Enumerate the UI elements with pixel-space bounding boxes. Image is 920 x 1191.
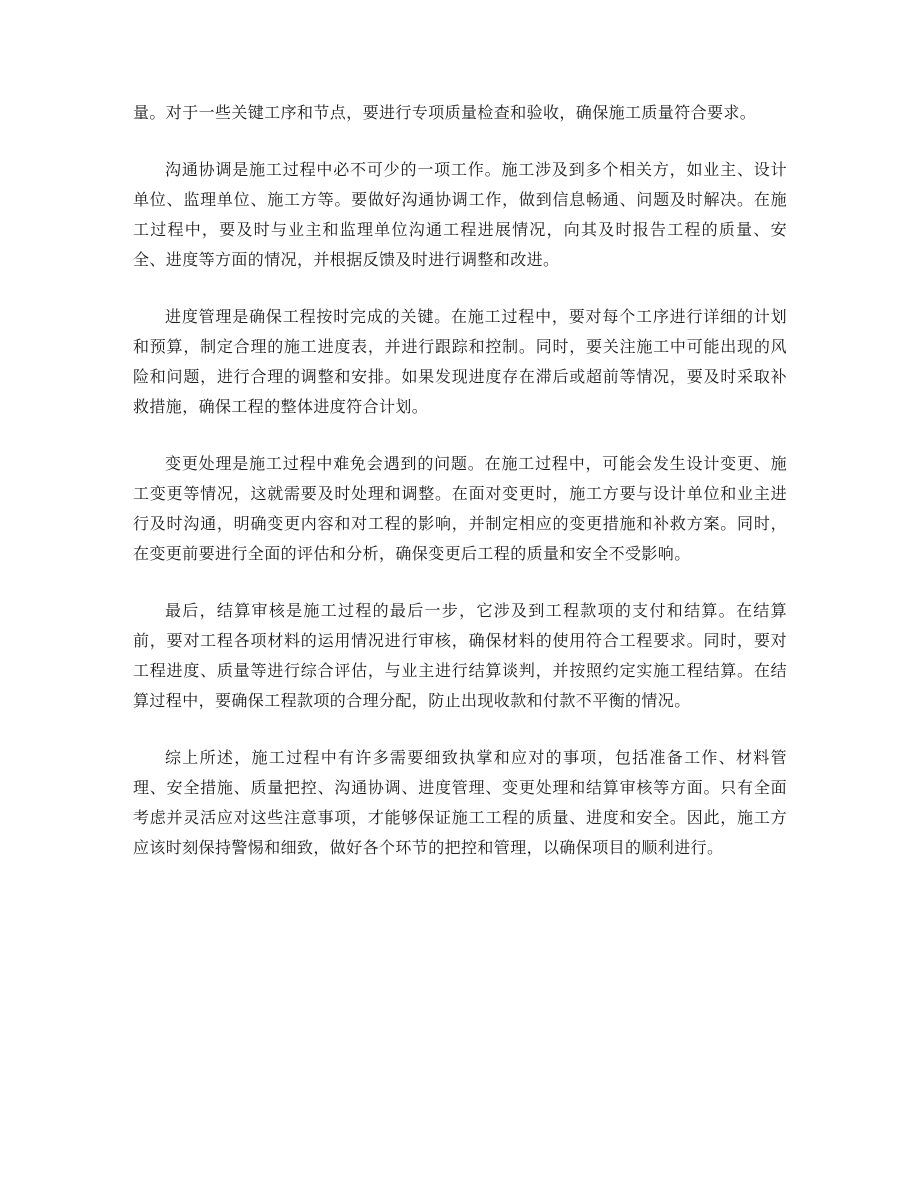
paragraph-communication: 沟通协调是施工过程中必不可少的一项工作。施工涉及到多个相关方，如业主、设计单位、监理单位、施工方等。要做好沟通协调工作，做到信息畅通、问题及时解决。在施工过程中，要及时与业主和监理单位沟通工程进展情况，向其及时报告工程的质量、安全、进度等方面的情况，并根据反馈及时进行调整和改进。: [133, 160, 787, 269]
paragraph-continuation: 量。对于一些关键工序和节点，要进行专项质量检查和验收，确保施工质量符合要求。: [133, 103, 757, 122]
paragraph-settlement-review: 最后，结算审核是施工过程的最后一步，它涉及到工程款项的支付和结算。在结算前，要对工程各项材料的运用情况进行审核，确保材料的使用符合工程要求。同时，要对工程进度、质量等进行综合评估，与业主进行结算谈判，并按照约定实施工程结算。在结算过程中，要确保工程款项的合理分配，防止出现收款和付款不平衡的情况。: [133, 601, 787, 710]
paragraph-change-handling: 变更处理是施工过程中难免会遇到的问题。在施工过程中，可能会发生设计变更、施工变更等情况，这就需要及时处理和调整。在面对变更时，施工方要与设计单位和业主进行及时沟通，明确变更内容和对工程的影响，并制定相应的变更措施和补救方案。同时，在变更前要进行全面的评估和分析，确保变更后工程的质量和安全不受影响。: [133, 454, 787, 563]
paragraph-conclusion: 综上所述，施工过程中有许多需要细致执掌和应对的事项，包括准备工作、材料管理、安全措施、质量把控、沟通协调、进度管理、变更处理和结算审核等方面。只有全面考虑并灵活应对这些注意事项，才能够保证施工工程的质量、进度和安全。因此，施工方应该时刻保持警惕和细致，做好各个环节的把控和管理，以确保项目的顺利进行。: [133, 748, 787, 857]
document-body: [133, 98, 787, 890]
paragraph-schedule-management: 进度管理是确保工程按时完成的关键。在施工过程中，要对每个工序进行详细的计划和预算，制定合理的施工进度表，并进行跟踪和控制。同时，要关注施工中可能出现的风险和问题，进行合理的调整和安排。如果发现进度存在滞后或超前等情况，要及时采取补救措施，确保工程的整体进度符合计划。: [133, 307, 787, 416]
